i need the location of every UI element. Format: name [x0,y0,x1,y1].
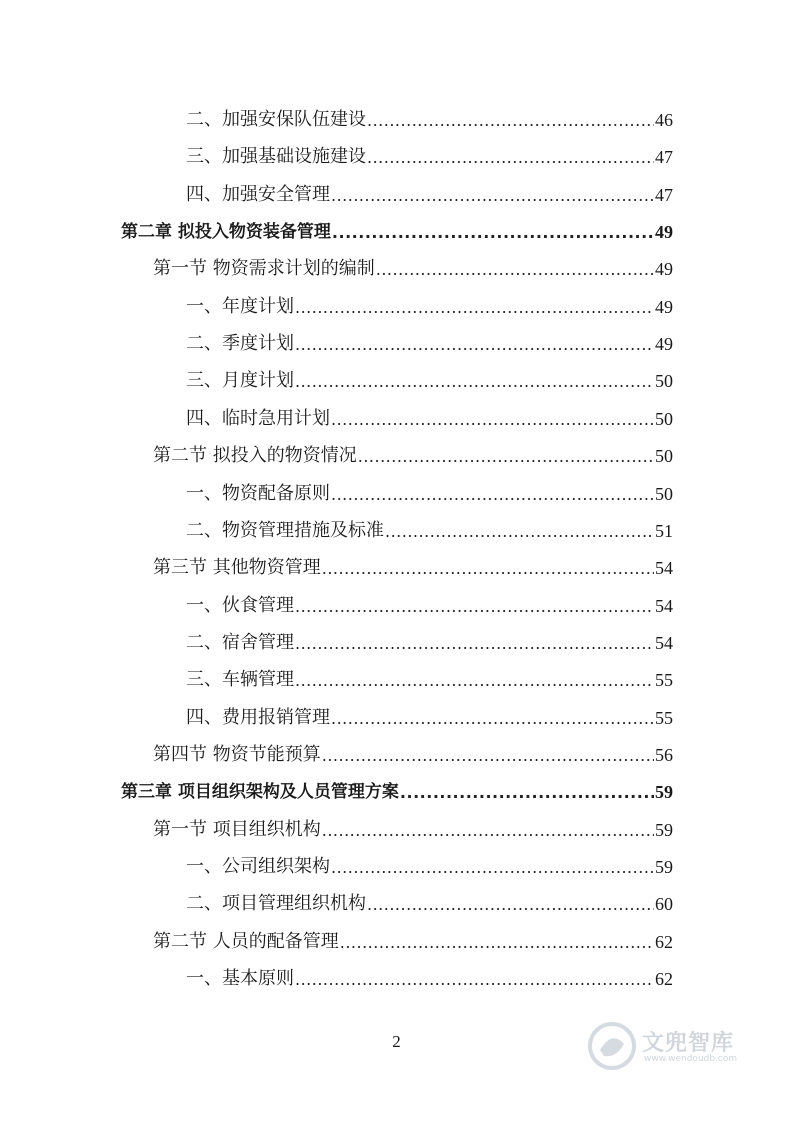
toc-entry-label: 四、加强安全管理 [186,183,330,205]
toc-dot-leader [322,746,654,766]
toc-dot-leader [331,410,654,430]
toc-entry-page: 62 [655,969,673,990]
toc-dot-leader [385,522,654,542]
toc-entry-item[interactable] [186,705,673,729]
toc-dot-leader [295,372,654,392]
toc-entry-label: 第三节 其他物资管理 [153,557,321,579]
toc-entry-page: 50 [655,446,673,467]
toc-entry-label: 三、车辆管理 [186,669,294,691]
toc-dot-leader [332,223,654,243]
toc-entry-label: 二、季度计划 [186,333,294,355]
toc-entry-label: 一、公司组织架构 [186,856,330,877]
toc-dot-leader [322,821,654,841]
toc-dot-leader [400,783,654,803]
toc-dot-leader [295,671,654,691]
toc-entry-item[interactable] [186,891,673,915]
page-number: 2 [392,1032,401,1051]
toc-dot-leader [331,709,654,729]
toc-entry-page: 54 [655,632,673,653]
toc-entry-label: 一、年度计划 [186,295,294,317]
toc-entry-page: 50 [655,483,673,504]
toc-entry-page: 47 [655,184,673,205]
toc-entry-chapter[interactable] [121,219,673,243]
toc-entry-item[interactable] [186,144,673,168]
toc-entry-page: 49 [655,259,673,280]
toc-dot-leader [331,858,654,878]
toc-entry-item[interactable] [186,667,673,691]
toc-dot-leader [367,148,654,168]
toc-dot-leader [331,186,654,206]
toc-dot-leader [295,597,654,617]
toc-entry-label: 一、物资配备原则 [186,482,330,504]
toc-dot-leader [322,559,654,579]
toc-entry-label: 第三章 项目组织架构及人员管理方案 [121,782,399,803]
toc-entry-page: 59 [655,819,673,840]
toc-entry-item[interactable] [186,368,673,392]
watermark-url: www.wendoudb.com [644,1054,738,1064]
toc-entry-page: 62 [655,931,673,952]
toc-entry-page: 59 [655,857,673,877]
toc-entry-page: 55 [655,670,673,691]
toc-entry-label: 三、加强基础设施建设 [186,146,366,168]
toc-dot-leader [295,335,654,355]
toc-entry-chapter[interactable] [121,779,673,803]
toc-entry-item[interactable] [186,518,673,542]
toc-entry-page: 51 [655,520,673,541]
toc-entry-item[interactable] [186,593,673,617]
toc-entry-section[interactable] [153,443,673,467]
toc-entry-page: 55 [655,707,673,728]
toc-entry-label: 二、物资管理措施及标准 [186,519,384,541]
toc-dot-leader [376,260,654,280]
toc-dot-leader [367,111,654,131]
toc-entry-section[interactable] [153,929,673,953]
toc-entry-item[interactable] [186,107,673,131]
toc-entry-page: 59 [655,782,673,803]
toc-dot-leader [340,933,654,953]
toc-entry-label: 一、伙食管理 [186,594,294,616]
toc-dot-leader [367,895,654,915]
toc-entry-section[interactable] [153,742,673,766]
toc-entry-label: 二、加强安保队伍建设 [186,109,366,130]
toc-entry-label: 第二章 拟投入物资装备管理 [121,222,331,243]
toc-entry-label: 第四节 物资节能预算 [153,743,321,765]
toc-entry-section[interactable] [153,256,673,280]
toc-entry-page: 54 [655,595,673,616]
toc-entry-item[interactable] [186,630,673,654]
toc-entry-page: 54 [655,558,673,579]
toc-entry-page: 50 [655,408,673,429]
toc-entry-section[interactable] [153,817,673,841]
toc-dot-leader [358,447,654,467]
toc-entry-label: 四、费用报销管理 [186,706,330,728]
toc-entry-page: 49 [655,334,673,355]
toc-entry-page: 49 [655,296,673,317]
toc-entry-label: 二、宿舍管理 [186,631,294,653]
toc-entry-item[interactable] [186,331,673,355]
toc-entry-label: 第一节 物资需求计划的编制 [153,258,375,280]
toc-entry-item[interactable] [186,481,673,505]
toc-entry-label: 四、临时急用计划 [186,407,330,429]
toc-entry-item[interactable] [186,406,673,430]
toc-dot-leader [295,634,654,654]
toc-entry-label: 三、月度计划 [186,370,294,392]
toc-entry-item[interactable] [186,182,673,206]
toc-dot-leader [295,970,654,990]
toc-entry-page: 46 [655,110,673,130]
toc-entry-item[interactable] [186,854,673,878]
toc-entry-label: 第二节 拟投入的物资情况 [153,445,357,467]
watermark [586,1020,776,1072]
toc-entry-item[interactable] [186,294,673,318]
toc-entry-page: 50 [655,371,673,392]
toc-dot-leader [331,485,654,505]
toc-entry-label: 一、基本原则 [186,968,294,990]
toc-entry-page: 49 [655,222,673,243]
toc-entry-label: 二、项目管理组织机构 [186,893,366,915]
toc-entry-item[interactable] [186,966,673,990]
toc-entry-page: 60 [655,894,673,915]
toc-entry-label: 第二节 人员的配备管理 [153,930,339,952]
toc-entry-section[interactable] [153,555,673,579]
toc-entry-label: 第一节 项目组织机构 [153,818,321,840]
toc-dot-leader [295,298,654,318]
toc-entry-page: 47 [655,147,673,168]
toc-entry-page: 56 [655,744,673,765]
watermark-logo-icon [586,1020,638,1072]
watermark-text: 文兜智库 [642,1031,735,1056]
